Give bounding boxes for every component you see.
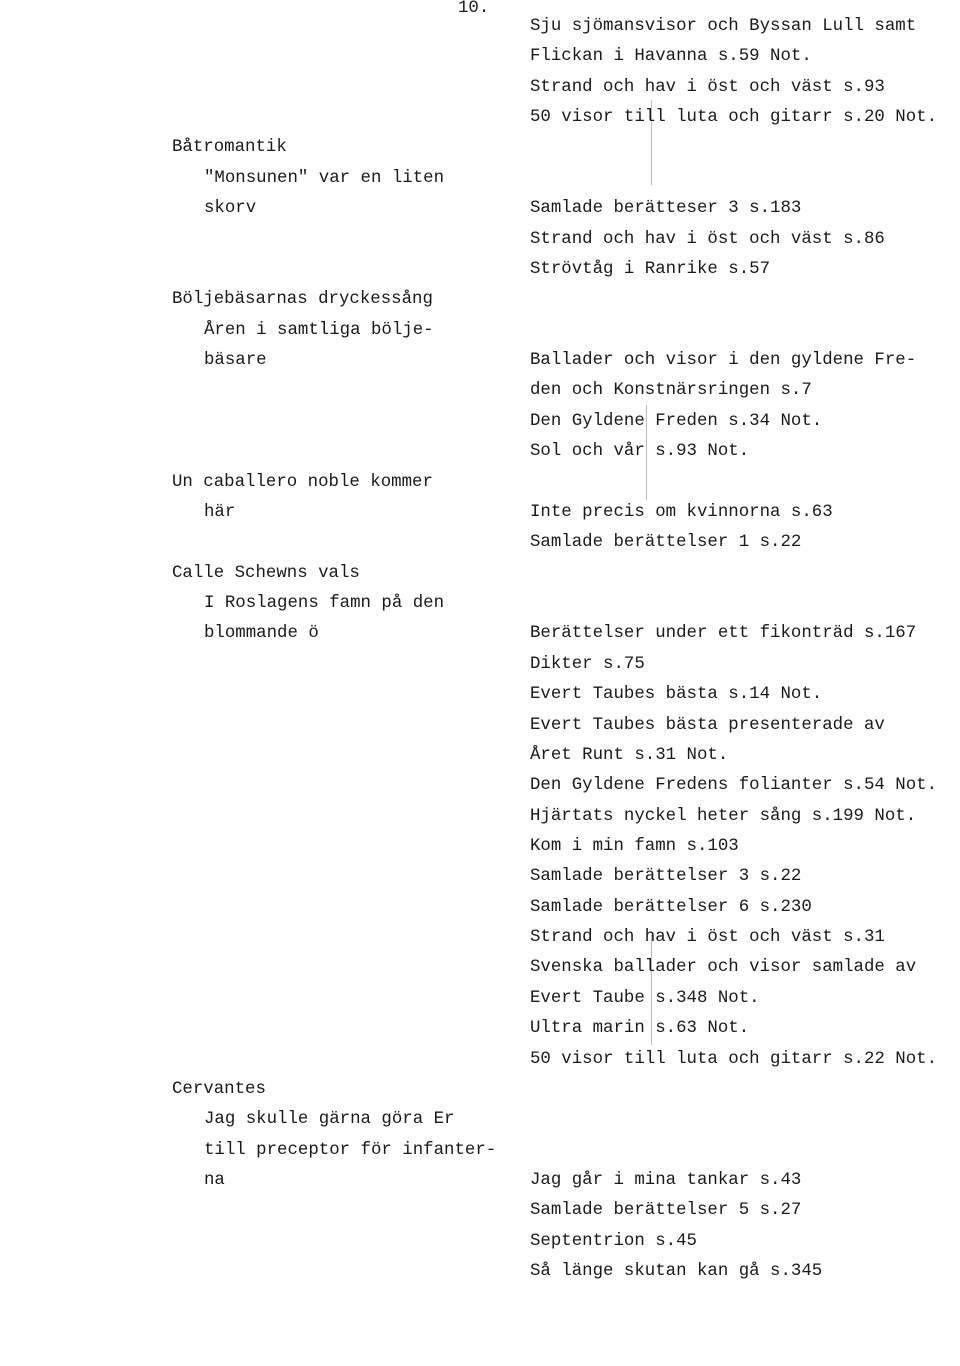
source-entry: Strand och hav i öst och väst s.31 (530, 928, 885, 948)
source-entry: Flickan i Havanna s.59 Not. (530, 47, 812, 67)
song-first-line: I Roslagens famn på den (204, 594, 445, 614)
source-entry: Svenska ballader och visor samlade av (530, 958, 917, 978)
source-entry: Samlade berättelser 3 s.22 (530, 867, 802, 887)
source-entry: Dikter s.75 (530, 654, 645, 674)
source-entry: Strand och hav i öst och väst s.86 (530, 229, 885, 249)
source-entry: Sol och vår s.93 Not. (530, 442, 750, 462)
source-entry: Inte precis om kvinnorna s.63 (530, 502, 833, 522)
source-entry: Sju sjömansvisor och Byssan Lull samt (530, 17, 917, 36)
source-entry: 50 visor till luta och gitarr s.22 Not. (530, 1049, 938, 1069)
source-entry: 50 visor till luta och gitarr s.20 Not. (530, 108, 938, 128)
song-title: Calle Schewns vals (172, 563, 360, 583)
page-number: 10. (458, 0, 490, 18)
source-entry: Samlade berätteser 3 s.183 (530, 199, 802, 219)
source-entry: Så länge skutan kan gå s.345 (530, 1262, 823, 1282)
song-first-line: Åren i samtliga bölje- (204, 320, 434, 340)
source-entry: Evert Taubes bästa s.14 Not. (530, 685, 823, 705)
song-first-line: Jag skulle gärna göra Er (204, 1110, 455, 1130)
source-entry: Kom i min famn s.103 (530, 836, 739, 856)
source-entry: Ultra marin s.63 Not. (530, 1019, 750, 1039)
source-entry: Strövtåg i Ranrike s.57 (530, 259, 771, 279)
source-entry: Evert Taubes bästa presenterade av (530, 715, 885, 735)
song-first-line: här (204, 502, 236, 522)
source-entry: Septentrion s.45 (530, 1231, 697, 1251)
song-first-line: till preceptor för infanter- (204, 1140, 497, 1160)
source-entry: Samlade berättelser 6 s.230 (530, 897, 812, 917)
source-entry: Den Gyldene Fredens folianter s.54 Not. (530, 776, 938, 796)
source-entry: Jag går i mina tankar s.43 (530, 1171, 802, 1191)
song-title: Un caballero noble kommer (172, 472, 433, 492)
source-entry: Strand och hav i öst och väst s.93 (530, 77, 885, 97)
source-entry: den och Konstnärsringen s.7 (530, 381, 812, 401)
source-entry: Evert Taube s.348 Not. (530, 988, 760, 1008)
song-title: Böljebäsarnas dryckessång (172, 290, 433, 310)
source-entry: Samlade berättelser 1 s.22 (530, 533, 802, 553)
song-first-line: blommande ö (204, 624, 319, 644)
source-entry: Året Runt s.31 Not. (530, 745, 729, 765)
song-first-line: skorv (204, 199, 257, 219)
source-entry: Berättelser under ett fikonträd s.167 (530, 624, 917, 644)
source-entry: Samlade berättelser 5 s.27 (530, 1201, 802, 1221)
song-first-line: na (204, 1171, 225, 1191)
source-entry: Den Gyldene Freden s.34 Not. (530, 411, 823, 431)
song-first-line: "Monsunen" var en liten (204, 168, 445, 188)
song-first-line: bäsare (204, 351, 267, 371)
source-entry: Ballader och visor i den gyldene Fre- (530, 351, 917, 371)
song-title: Båtromantik (172, 138, 287, 158)
source-entry: Hjärtats nyckel heter sång s.199 Not. (530, 806, 917, 826)
song-title: Cervantes (172, 1079, 266, 1099)
